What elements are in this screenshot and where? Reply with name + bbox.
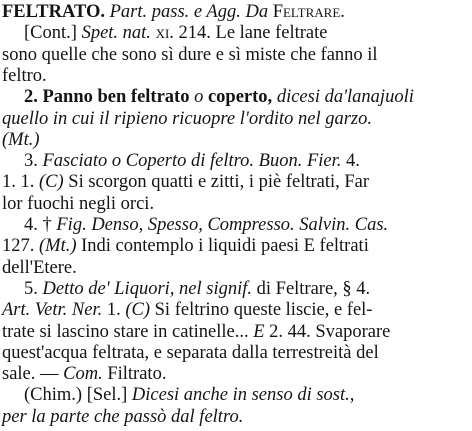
tag-label: (Mt.): [2, 129, 40, 150]
sense-4-quote: [2, 236, 369, 257]
citation-line: [2, 23, 327, 44]
sense-number: 4. †: [24, 215, 52, 235]
quote-text: 2. 44. Svaporare: [269, 321, 391, 342]
sense-3-cont: lor fuochi negli orci.: [2, 193, 155, 214]
source-location: 1.: [106, 300, 121, 321]
sense-5-line5: [2, 364, 166, 385]
sense-2-cont: quello in cui il ripieno ricuopre l'ordito nel garzo.: [2, 108, 372, 129]
quote-text: Le lane feltrate: [215, 23, 328, 44]
sense-2: [2, 87, 414, 108]
sense-definition: Fig. Denso, Spesso, Compresso. Salvin. Cas.: [56, 215, 389, 235]
source-location: 4.: [346, 151, 360, 172]
tag-label: [Cont.]: [24, 23, 77, 44]
quote-text: Filtrato.: [107, 364, 167, 385]
sense-5-line3: [2, 322, 390, 343]
source-location: xi. 214.: [155, 23, 211, 44]
tag-label: (Chim.) [Sel.]: [24, 385, 132, 406]
quote-line: feltro.: [2, 65, 47, 86]
sense-5-quote: [2, 300, 372, 321]
sense-6: [2, 385, 354, 406]
tag-label: (C): [39, 172, 64, 193]
quote-text: sale. —: [2, 364, 59, 385]
sense-definition: Dicesi anche in senso di sost.,: [131, 385, 355, 406]
sense-6-cont: per la parte che passò dal feltro.: [2, 406, 244, 427]
sense-5: [2, 279, 370, 300]
sense-text: di Feltrare, § 4.: [256, 278, 371, 299]
quote-line: sono quelle che sono sì dure e sì miste che fanno il: [2, 44, 378, 65]
sense-heading-alt: coperto,: [207, 87, 273, 108]
sense-definition: Detto de' Liquori, nel signif.: [42, 278, 253, 299]
headword: FELTRATO.: [2, 2, 105, 22]
cross-reference: Feltrare.: [272, 2, 345, 22]
source-abbrev: Spet. nat.: [81, 23, 151, 44]
connector: o: [194, 87, 204, 108]
quote-text: Si scorgon quatti e zitti, i piè feltrati, Far: [68, 172, 370, 193]
quote-text: Si feltrino queste liscie, e fel-: [154, 300, 373, 321]
sense-2-tag: [2, 130, 40, 151]
quote-text: Indi contemplo i liquidi paesi E feltrati: [81, 236, 369, 257]
sense-4-cont: dell'Etere.: [2, 257, 77, 278]
tag-label: (Mt.): [39, 236, 77, 257]
dictionary-entry: [2, 2, 468, 428]
sense-number: 3.: [24, 151, 38, 172]
entry-header-line: [2, 2, 345, 23]
sense-5-line4: quest'acqua feltrata, e separata dalla terrestreità del: [2, 342, 379, 363]
sense-definition: Fasciato o Coperto di feltro. Buon. Fier.: [42, 151, 342, 172]
sense-3-quote: [2, 172, 369, 193]
grammar-label: Part. pass. e Agg. Da: [109, 2, 269, 22]
source-location: 127.: [2, 236, 35, 257]
tag-label: (C): [125, 300, 151, 321]
source-abbrev: Art. Vetr. Ner.: [2, 300, 103, 321]
quote-text: trate si lascino stare in catinelle...: [2, 321, 249, 342]
sense-3: [2, 151, 360, 172]
sense-4: [2, 215, 388, 236]
source-location: 1. 1.: [2, 172, 35, 193]
comment-label: Com.: [63, 364, 103, 385]
sense-definition: dicesi da'lanajuoli: [276, 87, 414, 108]
ellipsis-ref: E: [253, 321, 265, 342]
sense-heading: 2. Panno ben feltrato: [24, 87, 190, 108]
sense-number: 5.: [24, 278, 38, 299]
